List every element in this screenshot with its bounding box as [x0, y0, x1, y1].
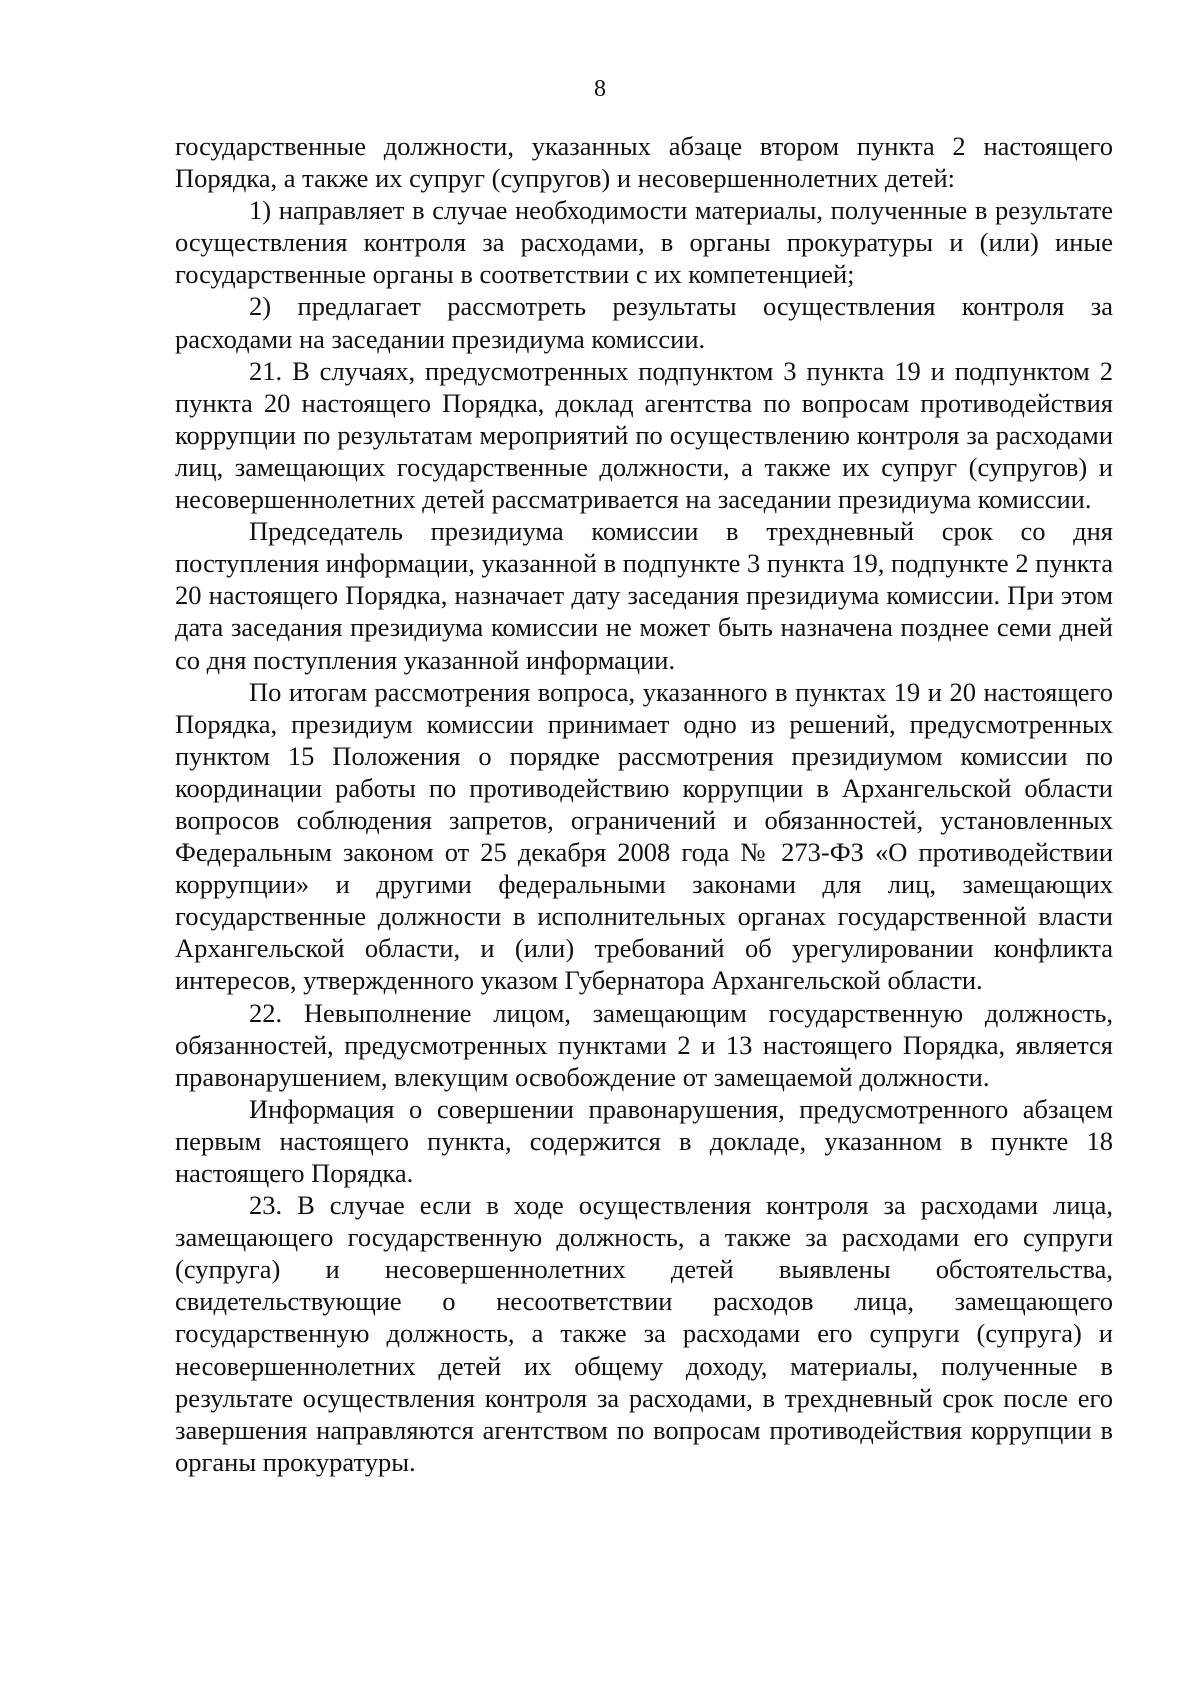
document-body: [175, 130, 1113, 1478]
paragraph-item-22: 22. Невыполнение лицом, замещающим государственную должность, обязанностей, предусмотренных пунктами 2 и 13 настоящего Порядка, является правонарушением, влекущим освобождение от замещаемой должности.: [175, 997, 1113, 1092]
paragraph-item-23: 23. В случае если в ходе осуществления контроля за расходами лица, замещающего государственную должность, а также за расходами его супруги (супруга) и несовершеннолетних детей выявлены обстоятельства, свидетельствующие о несоответствии расходов лица, замещающего государственную должность, а также за расходами его супруги (супруга) и несовершеннолетних детей их общему доходу, материалы, полученные в результате осуществления контроля за расходами, в трехдневный срок после его завершения направляются агентством по вопросам противодействия коррупции в органы прокуратуры.: [175, 1190, 1113, 1477]
paragraph-subitem-2: 2) предлагает рассмотреть результаты осуществления контроля за расходами на заседании президиума комиссии.: [175, 291, 1113, 354]
paragraph-subitem-1: 1) направляет в случае необходимости материалы, полученные в результате осуществления контроля за расходами, в органы прокуратуры и (или) иные государственные органы в соответствии с их компетенцией;: [175, 195, 1113, 290]
page-number: 8: [594, 76, 606, 102]
paragraph-offense-information: Информация о совершении правонарушения, предусмотренного абзацем первым настоящего пункта, содержится в докладе, указанном в пункте 18 настоящего Порядка.: [175, 1093, 1113, 1188]
paragraph-chairman-deadline: Председатель президиума комиссии в трехдневный срок со дня поступления информации, указанной в подпункте 3 пункта 19, подпункте 2 пункта 20 настоящего Порядка, назначает дату заседания президиума комиссии. При этом дата заседания президиума комиссии не может быть назначена позднее семи дней со дня поступления указанной информации.: [175, 516, 1113, 675]
paragraph-continuation: государственные должности, указанных абзаце втором пункта 2 настоящего Порядка, а также их супруг (супругов) и несовершеннолетних детей:: [175, 131, 1113, 194]
paragraph-presidium-decision: По итогам рассмотрения вопроса, указанного в пунктах 19 и 20 настоящего Порядка, президиум комиссии принимает одно из решений, предусмотренных пунктом 15 Положения о порядке рассмотрения президиумом комиссии по координации работы по противодействию коррупции в Архангельской области вопросов соблюдения запретов, ограничений и обязанностей, установленных Федеральным законом от 25 декабря 2008 года № 273-ФЗ «О противодействии коррупции» и другими федеральными законами для лиц, замещающих государственные должности в исполнительных органах государственной власти Архангельской области, и (или) требований об урегулировании конфликта интересов, утвержденного указом Губернатора Архангельской области.: [175, 676, 1113, 996]
paragraph-item-21: 21. В случаях, предусмотренных подпунктом 3 пункта 19 и подпунктом 2 пункта 20 настоящего Порядка, доклад агентства по вопросам противодействия коррупции по результатам мероприятий по осуществлению контроля за расходами лиц, замещающих государственные должности, а также их супруг (супругов) и несовершеннолетних детей рассматривается на заседании президиума комиссии.: [175, 355, 1113, 515]
